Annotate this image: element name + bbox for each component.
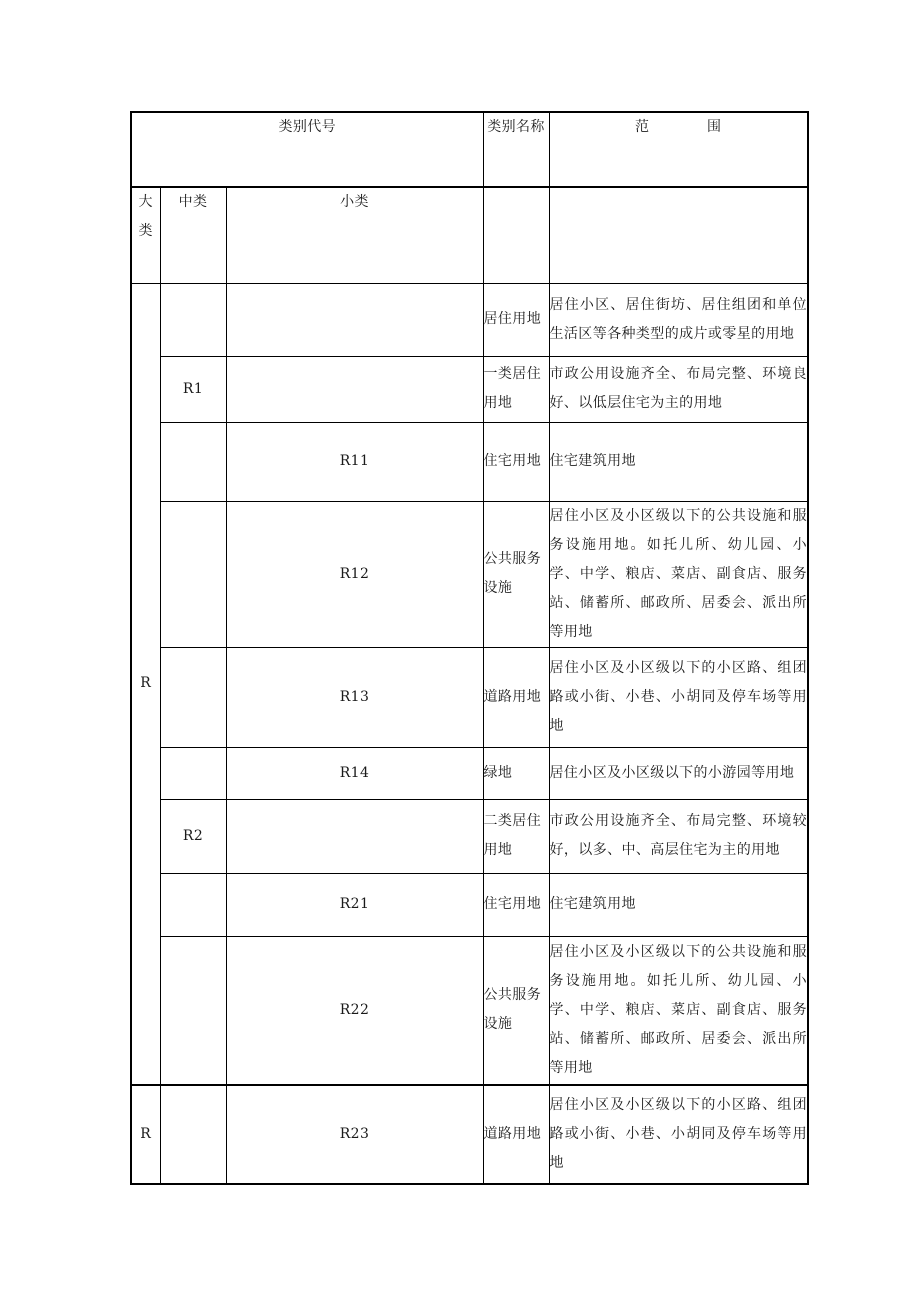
cell-middle-code xyxy=(160,283,226,356)
cell-category-name: 居住用地 xyxy=(483,283,549,356)
cell-middle-code xyxy=(160,422,226,501)
table-row-R11 xyxy=(131,422,808,501)
cell-middle-code xyxy=(160,747,226,799)
table-row-R14 xyxy=(131,747,808,799)
header-cell-minor-class: 小类 xyxy=(226,187,483,283)
cell-middle-code: R2 xyxy=(160,799,226,873)
cell-major-code-R: R xyxy=(131,1085,160,1184)
cell-scope: 市政公用设施齐全、布局完整、环境良好、以低层住宅为主的用地 xyxy=(549,356,808,422)
table-row-R1 xyxy=(131,356,808,422)
cell-category-name: 绿地 xyxy=(483,747,549,799)
cell-minor-code xyxy=(226,283,483,356)
cell-middle-code xyxy=(160,936,226,1085)
header-cell-scope: 范 围 xyxy=(549,112,808,187)
cell-scope: 居住小区及小区级以下的小区路、组团路或小街、小巷、小胡同及停车场等用地 xyxy=(549,1085,808,1184)
cell-minor-code: R14 xyxy=(226,747,483,799)
cell-minor-code: R23 xyxy=(226,1085,483,1184)
cell-minor-code: R22 xyxy=(226,936,483,1085)
cell-scope: 住宅建筑用地 xyxy=(549,873,808,936)
cell-category-name: 道路用地 xyxy=(483,1085,549,1184)
cell-scope: 居住小区、居住街坊、居住组团和单位生活区等各种类型的成片或零星的用地 xyxy=(549,283,808,356)
cell-minor-code: R21 xyxy=(226,873,483,936)
cell-middle-code xyxy=(160,1085,226,1184)
cell-category-name: 住宅用地 xyxy=(483,873,549,936)
header-cell-category-name: 类别名称 xyxy=(483,112,549,187)
cell-scope: 居住小区及小区级以下的公共设施和服务设施用地。如托儿所、幼儿园、小学、中学、粮店、菜店、副食店、服务站、储蓄所、邮政所、居委会、派出所等用地 xyxy=(549,501,808,647)
cell-middle-code xyxy=(160,873,226,936)
cell-category-name: 道路用地 xyxy=(483,647,549,747)
cell-scope: 居住小区及小区级以下的小区路、组团路或小街、小巷、小胡同及停车场等用地 xyxy=(549,647,808,747)
table-row-R12 xyxy=(131,501,808,647)
header-cell-empty-scope xyxy=(549,187,808,283)
cell-middle-code: R1 xyxy=(160,356,226,422)
cell-minor-code: R12 xyxy=(226,501,483,647)
header-cell-empty-name xyxy=(483,187,549,283)
table-header-row-2 xyxy=(131,187,808,283)
cell-category-name: 一类居住用地 xyxy=(483,356,549,422)
cell-scope: 居住小区及小区级以下的公共设施和服务设施用地。如托儿所、幼儿园、小学、中学、粮店、菜店、副食店、服务站、储蓄所、邮政所、居委会、派出所等用地 xyxy=(549,936,808,1085)
cell-scope: 住宅建筑用地 xyxy=(549,422,808,501)
table-row-R2 xyxy=(131,799,808,873)
cell-category-name: 住宅用地 xyxy=(483,422,549,501)
table-row-R21 xyxy=(131,873,808,936)
cell-minor-code: R13 xyxy=(226,647,483,747)
header-cell-major-class: 大类 xyxy=(131,187,160,283)
land-use-classification-table xyxy=(130,111,809,1185)
header-cell-middle-class: 中类 xyxy=(160,187,226,283)
cell-minor-code xyxy=(226,356,483,422)
table-row-R23 xyxy=(131,1085,808,1184)
table-header-row-1 xyxy=(131,112,808,187)
cell-minor-code: R11 xyxy=(226,422,483,501)
header-cell-category-code: 类别代号 xyxy=(131,112,483,187)
table-row-R22 xyxy=(131,936,808,1085)
table-row-residential xyxy=(131,283,808,356)
cell-middle-code xyxy=(160,501,226,647)
table-row-R13 xyxy=(131,647,808,747)
cell-minor-code xyxy=(226,799,483,873)
cell-middle-code xyxy=(160,647,226,747)
cell-category-name: 公共服务设施 xyxy=(483,936,549,1085)
cell-scope: 市政公用设施齐全、布局完整、环境较好，以多、中、高层住宅为主的用地 xyxy=(549,799,808,873)
cell-category-name: 二类居住用地 xyxy=(483,799,549,873)
cell-scope: 居住小区及小区级以下的小游园等用地 xyxy=(549,747,808,799)
cell-category-name: 公共服务设施 xyxy=(483,501,549,647)
cell-major-code-R: R xyxy=(131,283,160,1085)
